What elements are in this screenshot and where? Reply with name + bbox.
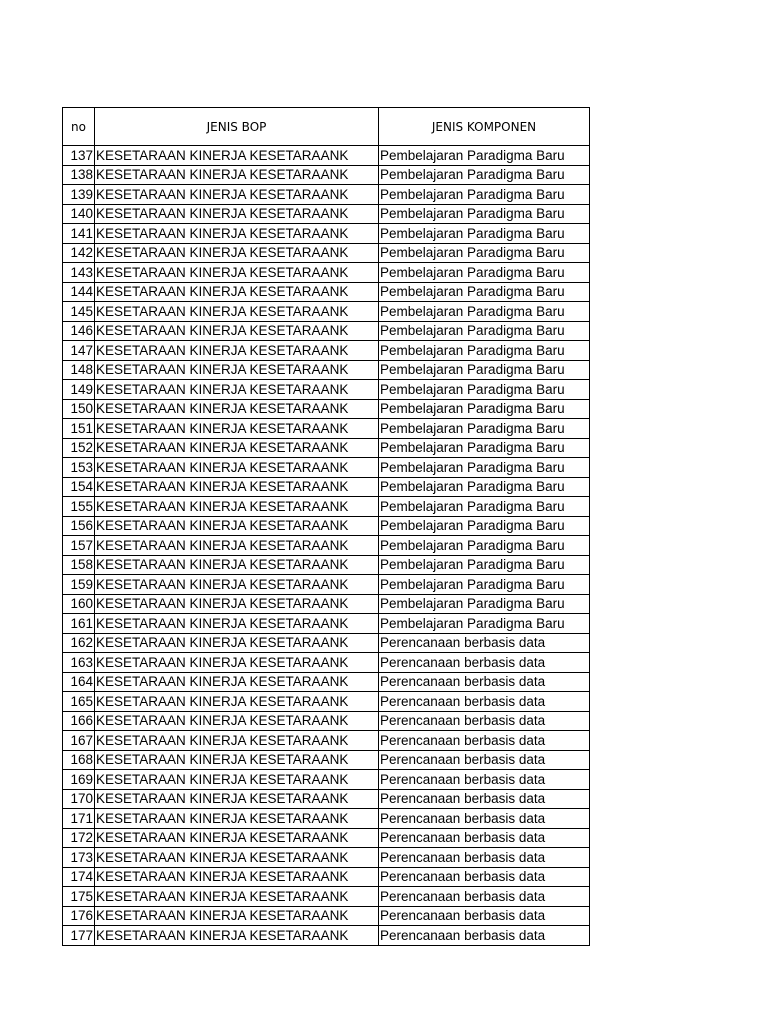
cell-jenis-komponen: Pembelajaran Paradigma Baru <box>379 282 590 302</box>
cell-no: 174 <box>63 867 95 887</box>
table-row <box>63 575 590 595</box>
cell-jenis-komponen: Pembelajaran Paradigma Baru <box>379 146 590 166</box>
cell-no: 143 <box>63 263 95 283</box>
cell-jenis-komponen: Pembelajaran Paradigma Baru <box>379 380 590 400</box>
cell-jenis-komponen: Perencanaan berbasis data <box>379 672 590 692</box>
table-row <box>63 711 590 731</box>
cell-jenis-bop: KESETARAAN KINERJA KESETARAANK <box>95 692 379 712</box>
cell-jenis-komponen: Perencanaan berbasis data <box>379 731 590 751</box>
cell-no: 160 <box>63 594 95 614</box>
cell-jenis-bop: KESETARAAN KINERJA KESETARAANK <box>95 243 379 263</box>
table-row <box>63 341 590 361</box>
cell-jenis-bop: KESETARAAN KINERJA KESETARAANK <box>95 477 379 497</box>
cell-jenis-bop: KESETARAAN KINERJA KESETARAANK <box>95 185 379 205</box>
cell-jenis-bop: KESETARAAN KINERJA KESETARAANK <box>95 360 379 380</box>
header-no: no <box>63 108 95 146</box>
header-jenis-bop: JENIS BOP <box>95 108 379 146</box>
cell-jenis-bop: KESETARAAN KINERJA KESETARAANK <box>95 165 379 185</box>
cell-jenis-bop: KESETARAAN KINERJA KESETARAANK <box>95 341 379 361</box>
cell-no: 168 <box>63 750 95 770</box>
cell-jenis-komponen: Pembelajaran Paradigma Baru <box>379 438 590 458</box>
table-header <box>63 108 590 146</box>
cell-jenis-bop: KESETARAAN KINERJA KESETARAANK <box>95 887 379 907</box>
cell-jenis-bop: KESETARAAN KINERJA KESETARAANK <box>95 458 379 478</box>
cell-jenis-komponen: Pembelajaran Paradigma Baru <box>379 302 590 322</box>
cell-jenis-komponen: Perencanaan berbasis data <box>379 828 590 848</box>
cell-jenis-komponen: Perencanaan berbasis data <box>379 653 590 673</box>
table-row <box>63 282 590 302</box>
cell-jenis-bop: KESETARAAN KINERJA KESETARAANK <box>95 224 379 244</box>
cell-jenis-komponen: Pembelajaran Paradigma Baru <box>379 614 590 634</box>
cell-no: 137 <box>63 146 95 166</box>
cell-jenis-bop: KESETARAAN KINERJA KESETARAANK <box>95 380 379 400</box>
table-row <box>63 204 590 224</box>
cell-jenis-bop: KESETARAAN KINERJA KESETARAANK <box>95 828 379 848</box>
cell-no: 164 <box>63 672 95 692</box>
cell-no: 154 <box>63 477 95 497</box>
table-row <box>63 263 590 283</box>
table-row <box>63 789 590 809</box>
cell-jenis-komponen: Pembelajaran Paradigma Baru <box>379 594 590 614</box>
table-row <box>63 653 590 673</box>
cell-jenis-komponen: Perencanaan berbasis data <box>379 711 590 731</box>
cell-no: 139 <box>63 185 95 205</box>
cell-no: 156 <box>63 516 95 536</box>
cell-no: 171 <box>63 809 95 829</box>
cell-jenis-bop: KESETARAAN KINERJA KESETARAANK <box>95 633 379 653</box>
cell-no: 138 <box>63 165 95 185</box>
data-table <box>62 107 590 946</box>
cell-jenis-komponen: Perencanaan berbasis data <box>379 926 590 946</box>
cell-no: 153 <box>63 458 95 478</box>
table-row <box>63 165 590 185</box>
cell-jenis-bop: KESETARAAN KINERJA KESETARAANK <box>95 204 379 224</box>
table-row <box>63 458 590 478</box>
table-row <box>63 185 590 205</box>
cell-no: 169 <box>63 770 95 790</box>
cell-jenis-bop: KESETARAAN KINERJA KESETARAANK <box>95 321 379 341</box>
cell-jenis-bop: KESETARAAN KINERJA KESETARAANK <box>95 536 379 556</box>
cell-jenis-komponen: Pembelajaran Paradigma Baru <box>379 419 590 439</box>
cell-no: 157 <box>63 536 95 556</box>
table-row <box>63 516 590 536</box>
table-row <box>63 360 590 380</box>
cell-no: 149 <box>63 380 95 400</box>
header-jenis-komponen: JENIS KOMPONEN <box>379 108 590 146</box>
table-row <box>63 399 590 419</box>
table-row <box>63 594 590 614</box>
cell-no: 170 <box>63 789 95 809</box>
table-row <box>63 224 590 244</box>
table-row <box>63 867 590 887</box>
cell-no: 141 <box>63 224 95 244</box>
cell-no: 172 <box>63 828 95 848</box>
cell-no: 155 <box>63 497 95 517</box>
table-row <box>63 614 590 634</box>
cell-jenis-bop: KESETARAAN KINERJA KESETARAANK <box>95 555 379 575</box>
table-row <box>63 419 590 439</box>
cell-jenis-komponen: Pembelajaran Paradigma Baru <box>379 321 590 341</box>
cell-no: 147 <box>63 341 95 361</box>
cell-jenis-komponen: Perencanaan berbasis data <box>379 809 590 829</box>
cell-jenis-bop: KESETARAAN KINERJA KESETARAANK <box>95 497 379 517</box>
cell-jenis-bop: KESETARAAN KINERJA KESETARAANK <box>95 731 379 751</box>
table-row <box>63 146 590 166</box>
cell-jenis-komponen: Pembelajaran Paradigma Baru <box>379 360 590 380</box>
cell-jenis-komponen: Perencanaan berbasis data <box>379 789 590 809</box>
cell-jenis-komponen: Perencanaan berbasis data <box>379 770 590 790</box>
cell-jenis-bop: KESETARAAN KINERJA KESETARAANK <box>95 594 379 614</box>
table-row <box>63 692 590 712</box>
cell-no: 163 <box>63 653 95 673</box>
cell-jenis-bop: KESETARAAN KINERJA KESETARAANK <box>95 653 379 673</box>
table-row <box>63 906 590 926</box>
table-row <box>63 633 590 653</box>
table-row <box>63 536 590 556</box>
cell-jenis-bop: KESETARAAN KINERJA KESETARAANK <box>95 575 379 595</box>
cell-no: 142 <box>63 243 95 263</box>
cell-jenis-komponen: Pembelajaran Paradigma Baru <box>379 477 590 497</box>
cell-jenis-komponen: Pembelajaran Paradigma Baru <box>379 516 590 536</box>
cell-no: 166 <box>63 711 95 731</box>
cell-jenis-komponen: Perencanaan berbasis data <box>379 633 590 653</box>
table-row <box>63 828 590 848</box>
cell-jenis-komponen: Pembelajaran Paradigma Baru <box>379 458 590 478</box>
cell-jenis-komponen: Pembelajaran Paradigma Baru <box>379 243 590 263</box>
cell-no: 177 <box>63 926 95 946</box>
table-row <box>63 555 590 575</box>
cell-no: 173 <box>63 848 95 868</box>
cell-jenis-bop: KESETARAAN KINERJA KESETARAANK <box>95 438 379 458</box>
table-body <box>63 146 590 946</box>
cell-no: 140 <box>63 204 95 224</box>
cell-jenis-komponen: Pembelajaran Paradigma Baru <box>379 263 590 283</box>
cell-jenis-bop: KESETARAAN KINERJA KESETARAANK <box>95 809 379 829</box>
cell-jenis-komponen: Perencanaan berbasis data <box>379 848 590 868</box>
cell-jenis-bop: KESETARAAN KINERJA KESETARAANK <box>95 750 379 770</box>
cell-jenis-komponen: Perencanaan berbasis data <box>379 750 590 770</box>
cell-jenis-komponen: Pembelajaran Paradigma Baru <box>379 224 590 244</box>
cell-jenis-bop: KESETARAAN KINERJA KESETARAANK <box>95 263 379 283</box>
cell-no: 152 <box>63 438 95 458</box>
table-row <box>63 438 590 458</box>
cell-no: 175 <box>63 887 95 907</box>
table-row <box>63 497 590 517</box>
cell-jenis-bop: KESETARAAN KINERJA KESETARAANK <box>95 516 379 536</box>
cell-jenis-bop: KESETARAAN KINERJA KESETARAANK <box>95 711 379 731</box>
cell-jenis-komponen: Pembelajaran Paradigma Baru <box>379 555 590 575</box>
cell-jenis-komponen: Pembelajaran Paradigma Baru <box>379 497 590 517</box>
cell-no: 146 <box>63 321 95 341</box>
cell-jenis-komponen: Pembelajaran Paradigma Baru <box>379 165 590 185</box>
cell-no: 148 <box>63 360 95 380</box>
cell-jenis-bop: KESETARAAN KINERJA KESETARAANK <box>95 906 379 926</box>
table-row <box>63 770 590 790</box>
cell-no: 150 <box>63 399 95 419</box>
cell-jenis-bop: KESETARAAN KINERJA KESETARAANK <box>95 146 379 166</box>
cell-jenis-bop: KESETARAAN KINERJA KESETARAANK <box>95 848 379 868</box>
cell-no: 145 <box>63 302 95 322</box>
cell-jenis-komponen: Pembelajaran Paradigma Baru <box>379 536 590 556</box>
cell-jenis-bop: KESETARAAN KINERJA KESETARAANK <box>95 789 379 809</box>
cell-jenis-bop: KESETARAAN KINERJA KESETARAANK <box>95 926 379 946</box>
cell-no: 151 <box>63 419 95 439</box>
table-row <box>63 731 590 751</box>
header-row <box>63 108 590 146</box>
cell-jenis-bop: KESETARAAN KINERJA KESETARAANK <box>95 867 379 887</box>
table-row <box>63 809 590 829</box>
cell-jenis-bop: KESETARAAN KINERJA KESETARAANK <box>95 419 379 439</box>
cell-jenis-komponen: Perencanaan berbasis data <box>379 692 590 712</box>
cell-no: 161 <box>63 614 95 634</box>
cell-jenis-komponen: Pembelajaran Paradigma Baru <box>379 575 590 595</box>
cell-jenis-komponen: Perencanaan berbasis data <box>379 906 590 926</box>
cell-jenis-komponen: Perencanaan berbasis data <box>379 887 590 907</box>
cell-jenis-komponen: Pembelajaran Paradigma Baru <box>379 185 590 205</box>
table-row <box>63 672 590 692</box>
cell-jenis-komponen: Perencanaan berbasis data <box>379 867 590 887</box>
cell-jenis-komponen: Pembelajaran Paradigma Baru <box>379 341 590 361</box>
cell-no: 144 <box>63 282 95 302</box>
cell-jenis-bop: KESETARAAN KINERJA KESETARAANK <box>95 399 379 419</box>
cell-jenis-bop: KESETARAAN KINERJA KESETARAANK <box>95 282 379 302</box>
cell-no: 162 <box>63 633 95 653</box>
table-row <box>63 302 590 322</box>
cell-jenis-komponen: Pembelajaran Paradigma Baru <box>379 399 590 419</box>
table-row <box>63 926 590 946</box>
table-row <box>63 380 590 400</box>
table-row <box>63 321 590 341</box>
table-row <box>63 848 590 868</box>
cell-no: 165 <box>63 692 95 712</box>
cell-jenis-bop: KESETARAAN KINERJA KESETARAANK <box>95 672 379 692</box>
table-row <box>63 477 590 497</box>
cell-no: 167 <box>63 731 95 751</box>
table-row <box>63 243 590 263</box>
table-row <box>63 887 590 907</box>
cell-jenis-bop: KESETARAAN KINERJA KESETARAANK <box>95 614 379 634</box>
cell-jenis-komponen: Pembelajaran Paradigma Baru <box>379 204 590 224</box>
table-row <box>63 750 590 770</box>
cell-no: 176 <box>63 906 95 926</box>
cell-jenis-bop: KESETARAAN KINERJA KESETARAANK <box>95 302 379 322</box>
cell-jenis-bop: KESETARAAN KINERJA KESETARAANK <box>95 770 379 790</box>
cell-no: 159 <box>63 575 95 595</box>
cell-no: 158 <box>63 555 95 575</box>
